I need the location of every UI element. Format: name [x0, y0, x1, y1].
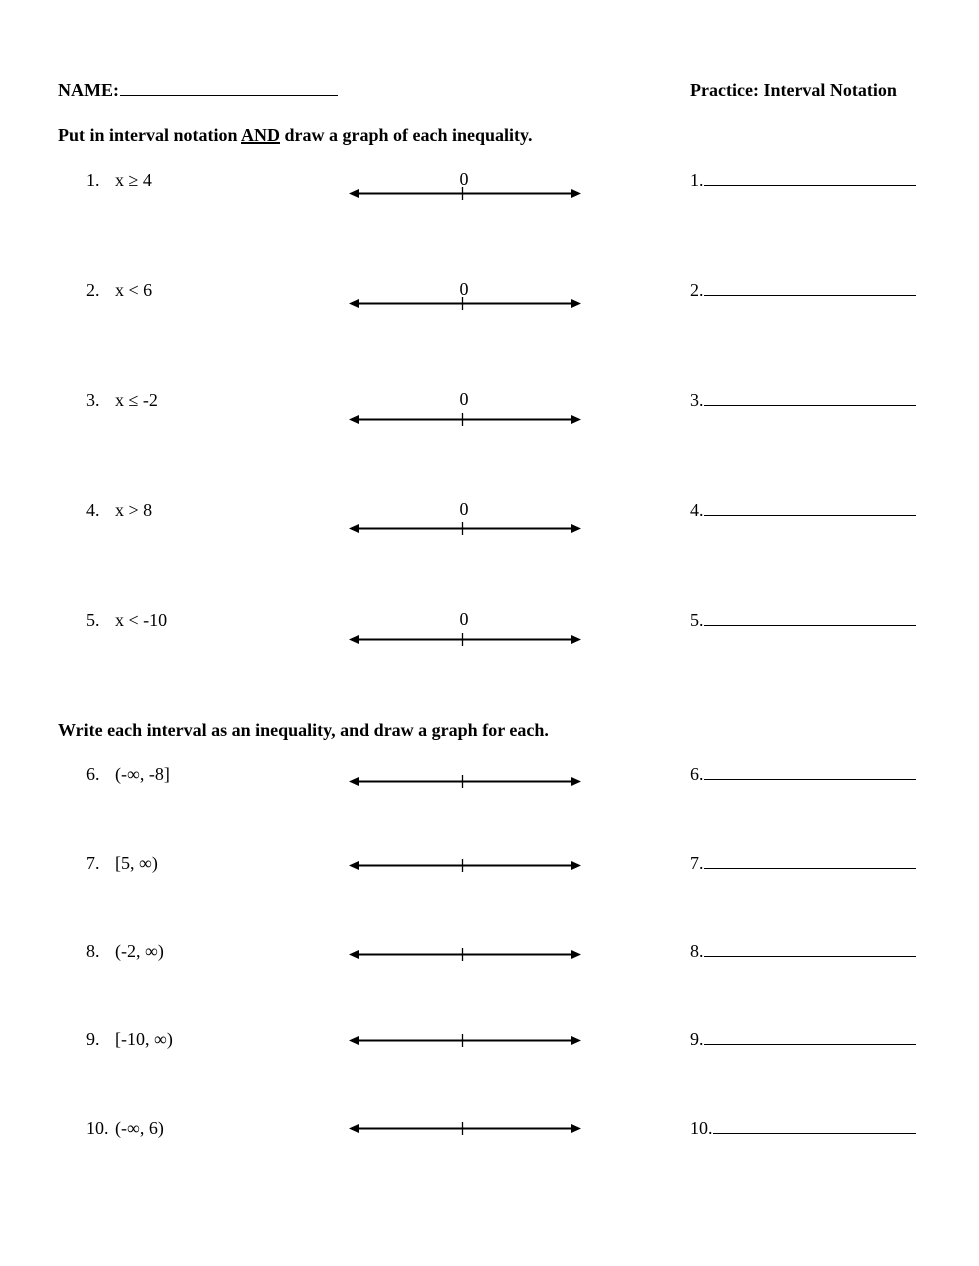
answer-field[interactable]	[690, 853, 916, 874]
problem-expression: (-∞, -8]	[115, 764, 170, 784]
number-line[interactable]	[348, 946, 582, 964]
number-line[interactable]	[348, 1120, 582, 1138]
answer-blank[interactable]	[704, 853, 916, 869]
answer-number: 1.	[690, 170, 704, 190]
instruction-text: draw a graph of each inequality.	[280, 125, 533, 145]
answer-number: 8.	[690, 941, 704, 961]
answer-number: 4.	[690, 500, 704, 520]
axis-zero-label: 0	[459, 279, 469, 299]
problem-number: 8.	[86, 941, 100, 961]
answer-number: 3.	[690, 390, 704, 410]
answer-blank[interactable]	[704, 610, 916, 626]
name-field[interactable]	[58, 80, 338, 101]
problem-expression: [5, ∞)	[115, 853, 158, 873]
answer-field[interactable]	[690, 941, 916, 962]
problem-number: 10.	[86, 1118, 109, 1138]
problem-expression: (-∞, 6)	[115, 1118, 164, 1138]
answer-field[interactable]	[690, 610, 916, 631]
problem-expression: x ≥ 4	[115, 170, 152, 190]
answer-blank[interactable]	[704, 941, 916, 957]
answer-number: 6.	[690, 764, 704, 784]
answer-number: 5.	[690, 610, 704, 630]
answer-field[interactable]	[690, 1029, 916, 1050]
problem-expression: x < 6	[115, 280, 153, 300]
problem-number: 6.	[86, 764, 100, 784]
problem-number: 3.	[86, 390, 100, 410]
answer-blank[interactable]	[704, 500, 916, 516]
answer-number: 10.	[690, 1118, 713, 1138]
answer-field[interactable]	[690, 1118, 916, 1139]
answer-field[interactable]	[690, 280, 916, 301]
axis-zero-label: 0	[459, 169, 469, 189]
number-line[interactable]	[348, 411, 582, 429]
section1-instruction	[58, 125, 533, 146]
answer-field[interactable]	[690, 170, 916, 191]
answer-blank[interactable]	[704, 390, 916, 406]
answer-field[interactable]	[690, 764, 916, 785]
answer-blank[interactable]	[704, 764, 916, 780]
answer-blank[interactable]	[713, 1118, 916, 1134]
number-line[interactable]	[348, 185, 582, 203]
problem-expression: [-10, ∞)	[115, 1029, 173, 1049]
instruction-text: Put in interval notation	[58, 125, 242, 145]
name-label: NAME:	[58, 80, 119, 100]
number-line[interactable]	[348, 773, 582, 791]
number-line[interactable]	[348, 1032, 582, 1050]
instruction-emphasis: AND	[241, 125, 281, 145]
axis-zero-label: 0	[459, 389, 469, 409]
problem-expression: x ≤ -2	[115, 390, 158, 410]
answer-blank[interactable]	[704, 280, 916, 296]
name-blank[interactable]	[120, 80, 338, 96]
problem-number: 2.	[86, 280, 100, 300]
problem-number: 7.	[86, 853, 100, 873]
answer-number: 7.	[690, 853, 704, 873]
problem-expression: x > 8	[115, 500, 153, 520]
axis-zero-label: 0	[459, 499, 469, 519]
section2-instruction: Write each interval as an inequality, and draw a graph for each.	[58, 720, 549, 740]
number-line[interactable]	[348, 295, 582, 313]
number-line[interactable]	[348, 631, 582, 649]
answer-blank[interactable]	[704, 1029, 916, 1045]
problem-expression: (-2, ∞)	[115, 941, 164, 961]
axis-zero-label: 0	[459, 609, 469, 629]
problem-number: 9.	[86, 1029, 100, 1049]
worksheet-title: Practice: Interval Notation	[690, 80, 897, 100]
number-line[interactable]	[348, 520, 582, 538]
problem-expression: x < -10	[115, 610, 168, 630]
answer-blank[interactable]	[704, 170, 916, 186]
problem-number: 5.	[86, 610, 100, 630]
answer-number: 9.	[690, 1029, 704, 1049]
answer-field[interactable]	[690, 500, 916, 521]
number-line[interactable]	[348, 857, 582, 875]
problem-number: 4.	[86, 500, 100, 520]
answer-field[interactable]	[690, 390, 916, 411]
answer-number: 2.	[690, 280, 704, 300]
problem-number: 1.	[86, 170, 100, 190]
